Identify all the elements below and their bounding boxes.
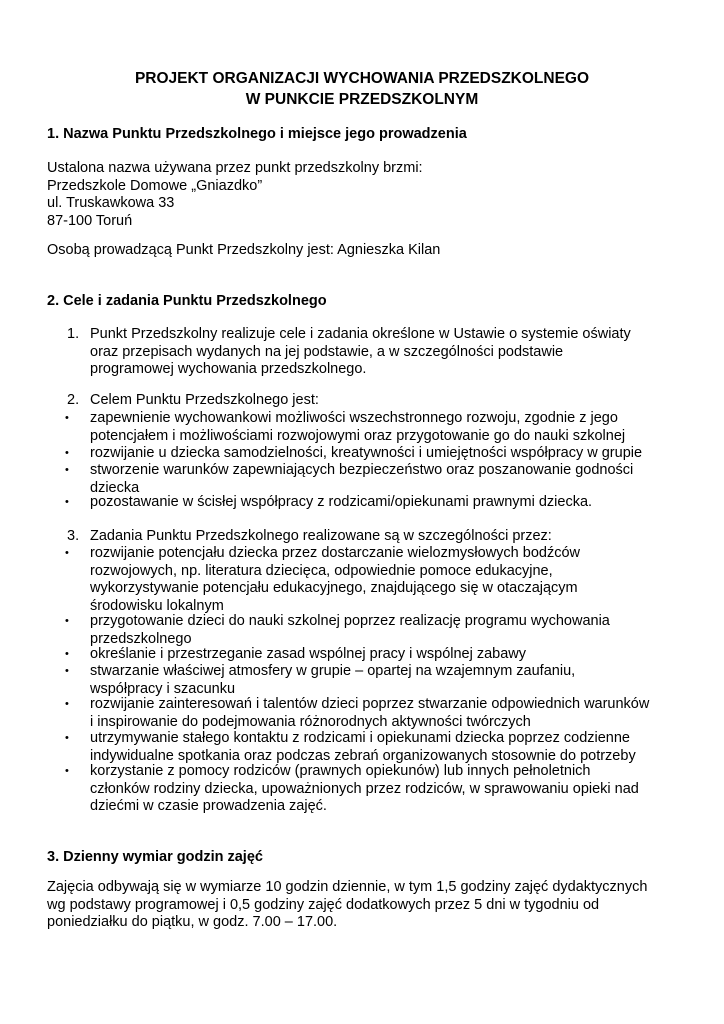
section-1-owner: Osobą prowadzącą Punkt Przedszkolny jest: Agnieszka Kilan bbox=[47, 242, 441, 258]
section-3-line: wg podstawy programowej i 0,5 godziny zajęć dodatkowych przez 5 dni w tygodniu od bbox=[47, 896, 600, 913]
list-item-line: dziećmi w czasie prowadzenia zajęć. bbox=[90, 798, 327, 815]
section-3-line: poniedziałku do piątku, w godz. 7.00 – 17.00. bbox=[47, 914, 338, 931]
list-item-line: określanie i przestrzeganie zasad wspólnej pracy i wspólnej zabawy bbox=[90, 646, 527, 662]
bullet-icon: • bbox=[65, 547, 69, 559]
item-1-line: Punkt Przedszkolny realizuje cele i zadania określone w Ustawie o systemie oświaty bbox=[90, 326, 631, 342]
list-item bbox=[90, 730, 690, 765]
section-3-heading: 3. Dzienny wymiar godzin zajęć bbox=[47, 849, 263, 865]
bullet-icon: • bbox=[65, 496, 69, 508]
list-item-line: rozwijanie u dziecka samodzielności, kreatywności i umiejętności współpracy w grupie bbox=[90, 445, 643, 461]
bullet-icon: • bbox=[65, 665, 69, 677]
section-3-text bbox=[47, 879, 647, 932]
item-1-line: programowej wychowania przedszkolnego. bbox=[90, 361, 367, 378]
list-item-line: dziecka bbox=[90, 479, 140, 496]
list-item bbox=[90, 494, 690, 512]
list-item bbox=[90, 445, 690, 463]
item-3-intro: Zadania Punktu Przedszkolnego realizowane są w szczególności przez: bbox=[90, 528, 552, 544]
bullet-icon: • bbox=[65, 648, 69, 660]
list-item-line: stwarzanie właściwej atmosfery w grupie – opartej na wzajemnym zaufaniu, bbox=[90, 663, 576, 679]
list-item-line: współpracy i szacunku bbox=[90, 680, 236, 697]
list-item-line: indywidualne spotkania oraz podczas zebrań organizowanych stosownie do potrzeby bbox=[90, 747, 636, 764]
list-item-line: wykorzystywanie potencjału edukacyjnego, znajdującego się w otaczającym bbox=[90, 580, 578, 597]
bullet-icon: • bbox=[65, 447, 69, 459]
section-1-line: Ustalona nazwa używana przez punkt przedszkolny brzmi: bbox=[47, 160, 423, 176]
list-item-line: rozwijanie zainteresowań i talentów dzieci poprzez stwarzanie odpowiednich warunków bbox=[90, 696, 650, 712]
bullet-icon: • bbox=[65, 765, 69, 777]
item-number: 2. bbox=[67, 392, 80, 408]
list-item bbox=[90, 646, 690, 664]
document-title-line-1: PROJEKT ORGANIZACJI WYCHOWANIA PRZEDSZKOLNEGO bbox=[134, 70, 590, 87]
list-item-line: przygotowanie dzieci do nauki szkolnej poprzez realizację programu wychowania bbox=[90, 613, 610, 629]
section-1-text bbox=[47, 160, 423, 230]
section-3-line: Zajęcia odbywają się w wymiarze 10 godzin dziennie, w tym 1,5 godziny zajęć dydaktycznych bbox=[47, 879, 648, 895]
list-item bbox=[90, 763, 690, 816]
bullet-icon: • bbox=[65, 464, 69, 476]
item-1-line: oraz przepisach wydanych na jej podstawie, a w szczególności podstawie bbox=[90, 343, 564, 360]
bullet-icon: • bbox=[65, 732, 69, 744]
section-2-heading: 2. Cele i zadania Punktu Przedszkolnego bbox=[47, 293, 327, 309]
list-item-line: potencjałem i możliwościami rozwojowymi oraz przygotowanie go do nauki szkolnej bbox=[90, 427, 626, 444]
item-1-text bbox=[90, 326, 690, 379]
list-item-line: utrzymywanie stałego kontaktu z rodzicami i opiekunami dziecka poprzez codzienne bbox=[90, 730, 630, 746]
list-item-line: stworzenie warunków zapewniających bezpieczeństwo oraz poszanowanie godności bbox=[90, 462, 634, 478]
document-title-line-2: W PUNKCIE PRZEDSZKOLNYM bbox=[245, 91, 479, 108]
list-item bbox=[90, 410, 690, 445]
list-item bbox=[90, 613, 690, 648]
item-2-intro: Celem Punktu Przedszkolnego jest: bbox=[90, 392, 319, 408]
list-item-line: członków rodziny dziecka, upoważnionych przez rodziców, w sprawowaniu opieki nad bbox=[90, 780, 639, 797]
list-item bbox=[90, 462, 690, 497]
list-item-line: rozwijanie potencjału dziecka przez dostarczanie wielozmysłowych bodźców bbox=[90, 545, 581, 561]
list-item-line: i inspirowanie do podejmowania różnorodnych aktywności twórczych bbox=[90, 713, 531, 730]
bullet-icon: • bbox=[65, 615, 69, 627]
bullet-icon: • bbox=[65, 412, 69, 424]
section-1-heading: 1. Nazwa Punktu Przedszkolnego i miejsce jego prowadzenia bbox=[47, 126, 467, 142]
list-item-line: korzystanie z pomocy rodziców (prawnych opiekunów) lub innych pełnoletnich bbox=[90, 763, 591, 779]
list-item bbox=[90, 696, 690, 731]
list-item bbox=[90, 545, 690, 615]
list-item-line: przedszkolnego bbox=[90, 630, 192, 647]
list-item-line: rozwojowych, np. literatura dziecięca, odpowiednie pomoce edukacyjne, bbox=[90, 562, 553, 579]
section-1-line: ul. Truskawkowa 33 bbox=[47, 195, 175, 212]
list-item-line: zapewnienie wychowankowi możliwości wszechstronnego rozwoju, zgodnie z jego bbox=[90, 410, 618, 426]
section-1-line: 87-100 Toruń bbox=[47, 212, 133, 229]
section-1-line: Przedszkole Domowe „Gniazdko” bbox=[47, 177, 263, 194]
list-item-line: środowisku lokalnym bbox=[90, 597, 224, 614]
list-item bbox=[90, 663, 690, 698]
item-number: 3. bbox=[67, 528, 80, 544]
item-number: 1. bbox=[67, 326, 80, 342]
list-item-line: pozostawanie w ścisłej współpracy z rodzicami/opiekunami prawnymi dziecka. bbox=[90, 494, 593, 510]
bullet-icon: • bbox=[65, 698, 69, 710]
